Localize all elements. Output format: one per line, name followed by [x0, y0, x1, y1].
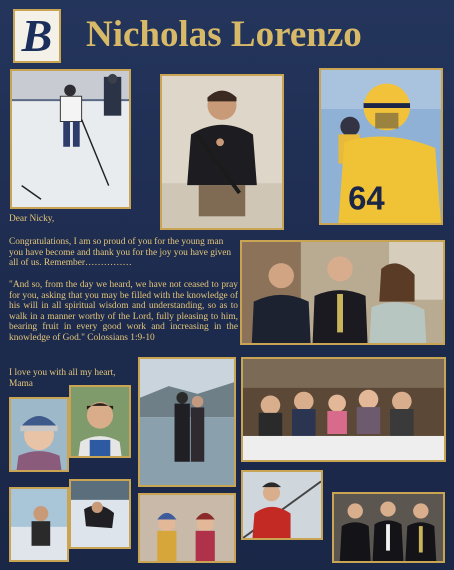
photo-snow-play: [69, 479, 131, 549]
photo-clarinet: [160, 74, 284, 230]
photo-dinner: [241, 357, 446, 462]
photo-young-boy: [69, 385, 131, 458]
photo-red-shirt: [241, 470, 323, 540]
photo-hockey: [10, 69, 131, 209]
photo-kids-hats: [138, 493, 236, 563]
page-title: Nicholas Lorenzo: [86, 14, 362, 55]
b-logo: [13, 9, 61, 63]
letter-paragraph-2: "And so, from the day we heard, we have not ceased to pray for you, asking that you may be filled with the knowledge of his will in all spiritual wisdom and understanding, so as to walk in a manner worthy of the Lord, fully pleasing to him, bearing fruit in every good work and increasing in the knowledge of God." Colossians 1:9-10: [9, 280, 238, 343]
photo-winter-baby: [9, 397, 69, 472]
jersey-number: 64: [348, 179, 385, 217]
letter-greeting: Dear Nicky,: [9, 214, 55, 224]
photo-football: [319, 68, 443, 225]
photo-family-three: [240, 240, 445, 345]
logo-letter: B: [21, 10, 53, 61]
letter-paragraph-1: Congratulations, I am so proud of you for the young man you have become and thank you for the joy you have given all of us. Remember……………: [9, 237, 232, 269]
photo-boat: [9, 487, 69, 562]
closing-line-2: Mama: [9, 378, 33, 389]
closing-line-1: I love you with all my heart,: [9, 368, 116, 378]
photo-lake: [138, 357, 236, 487]
photo-tuxedos: [332, 492, 445, 563]
